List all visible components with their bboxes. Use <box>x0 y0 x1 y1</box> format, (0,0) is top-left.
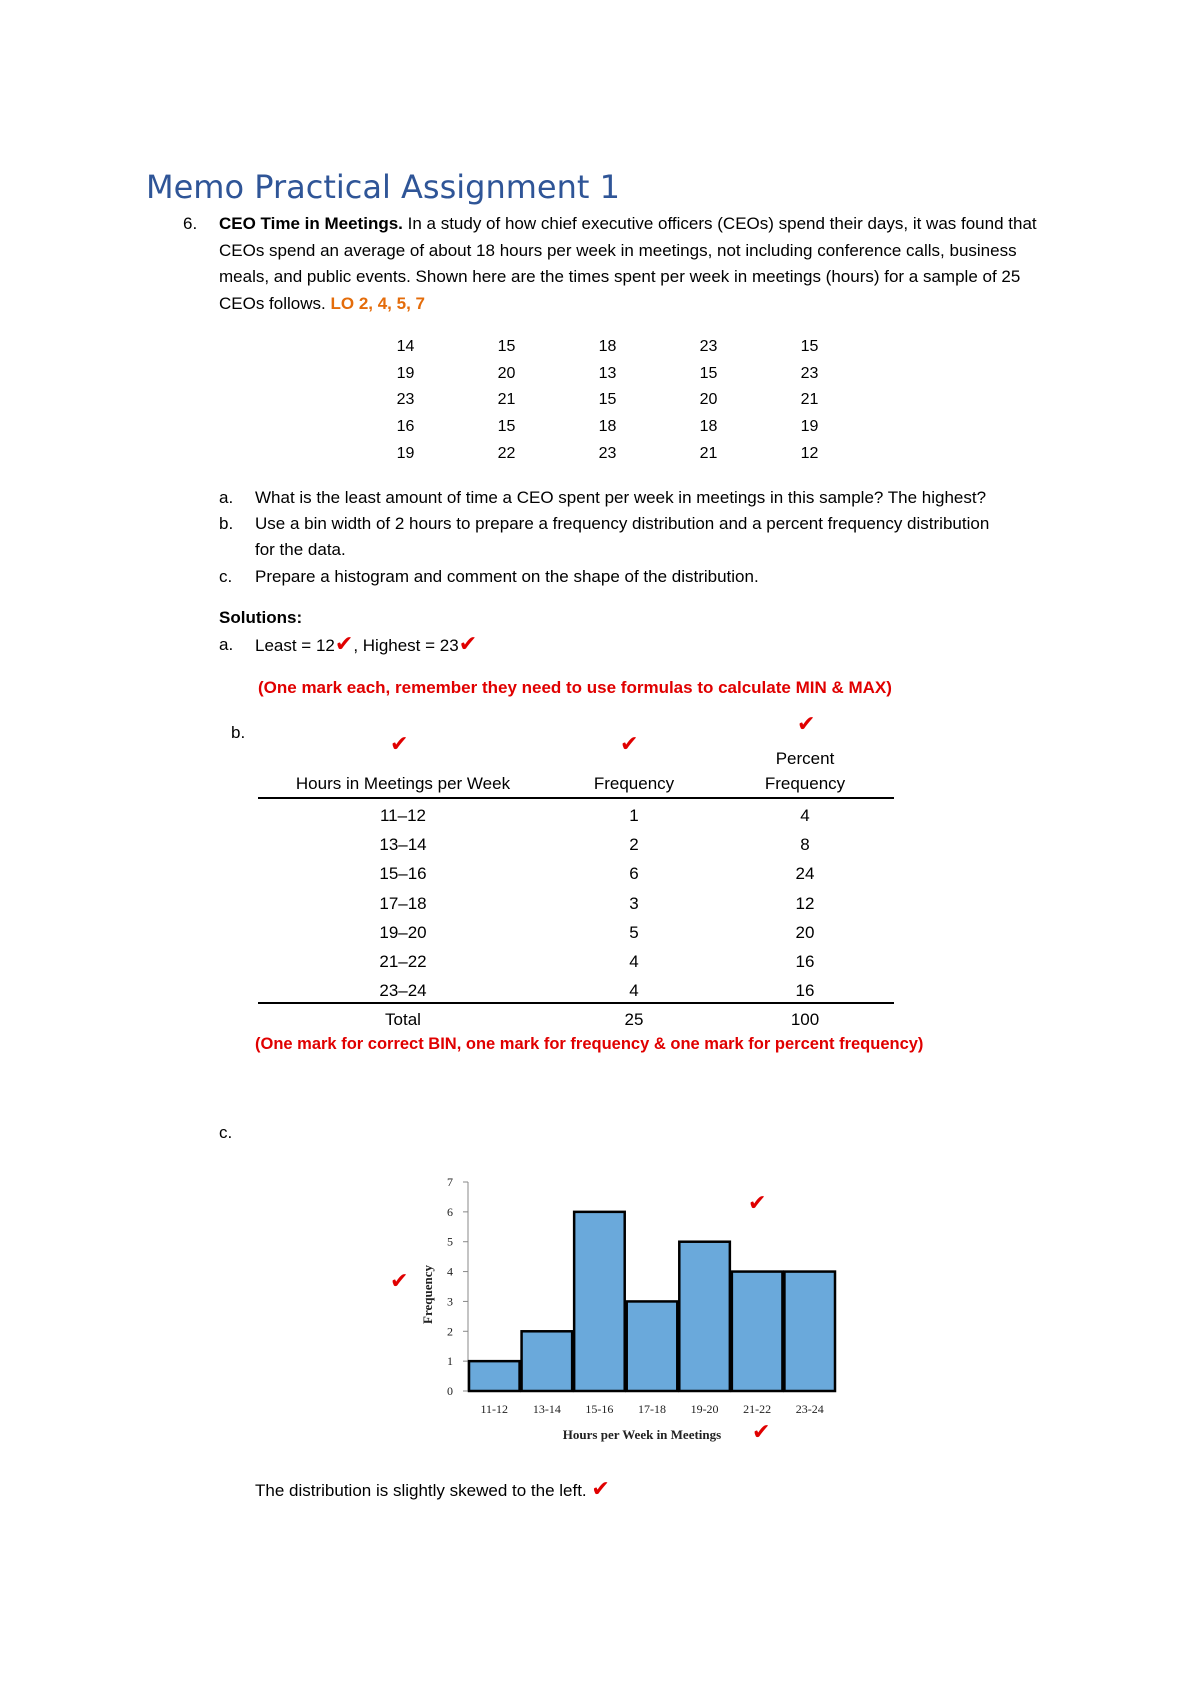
freq-hours-cell: 13–14 <box>379 835 427 855</box>
solution-a-highest: , Highest = 23 <box>353 636 459 655</box>
y-tick-label: 0 <box>447 1384 453 1398</box>
table-header-frequency: Frequency <box>593 774 675 793</box>
question-number: 6. <box>183 214 198 233</box>
freq-percent-cell: 12 <box>795 893 815 913</box>
part-b-label: b. <box>219 514 234 533</box>
checkmark-icon: ✔ <box>752 1419 771 1444</box>
freq-percent-cell: 8 <box>800 835 810 855</box>
x-tick-label: 21-22 <box>743 1402 772 1416</box>
x-tick-label: 15-16 <box>585 1402 614 1416</box>
part-c-text: Prepare a histogram and comment on the shape of the distribution. <box>255 567 759 586</box>
y-tick-label: 4 <box>447 1264 453 1279</box>
learning-outcomes: LO 2, 4, 5, 7 <box>330 293 425 313</box>
solutions-heading: Solutions: <box>219 608 303 627</box>
freq-percent-cell: 16 <box>795 981 815 1001</box>
checkmark-icon: ✔ <box>458 631 478 656</box>
freq-hours-cell: 23–24 <box>379 981 427 1001</box>
part-b-text: Use a bin width of 2 hours to prepare a frequency distribution and a percent frequency distribution for the data. <box>255 514 990 559</box>
freq-frequency-cell: 1 <box>629 806 639 825</box>
histogram-bar <box>732 1272 783 1391</box>
sample-cell: 19 <box>396 444 415 462</box>
sample-cell: 16 <box>396 418 415 436</box>
histogram-bar <box>784 1272 835 1391</box>
sample-cell: 21 <box>699 444 718 462</box>
sample-data-table <box>355 334 860 467</box>
table-header-hours: Hours in Meetings per Week <box>295 774 511 793</box>
checkmark-icon: ✔ <box>390 1268 409 1293</box>
freq-percent-cell: 4 <box>800 806 810 825</box>
sample-row <box>355 387 860 414</box>
y-tick-label: 2 <box>447 1324 453 1339</box>
histogram-bar <box>522 1331 573 1391</box>
question-body: In a study of how chief executive officers (CEOs) spend their days, it was found that CEOs spend an average of about 18 hours per week in meetings, not including conference calls, business meals, and public events. Shown here are the times spent per week in meetings (hours) for a sample of 25 CEOs follows. <box>219 214 1037 313</box>
table-total-percent: 100 <box>790 1010 820 1029</box>
part-c-label: c. <box>219 567 233 586</box>
sample-cell: 22 <box>497 444 516 462</box>
part-c <box>219 564 1069 590</box>
sample-row <box>355 440 860 467</box>
sample-cell: 15 <box>497 418 516 436</box>
sample-cell: 12 <box>800 444 819 462</box>
freq-frequency-cell: 4 <box>629 981 639 1001</box>
table-header-percent-frequency: Frequency <box>764 774 846 793</box>
freq-hours-cell: 21–22 <box>379 952 427 971</box>
part-a-label: a. <box>219 488 234 507</box>
sample-cell: 21 <box>497 391 516 409</box>
checkmark-icon: ✔ <box>620 731 639 756</box>
sample-cell: 15 <box>598 391 617 409</box>
x-tick-label: 11-12 <box>480 1402 509 1416</box>
freq-frequency-cell: 4 <box>629 952 639 971</box>
sample-cell: 20 <box>699 391 718 409</box>
table-header-percent: Percent <box>775 749 835 768</box>
sample-row <box>355 414 860 441</box>
solution-b-label: b. <box>231 723 246 742</box>
part-b <box>219 511 999 563</box>
checkmark-icon: ✔ <box>591 1476 610 1501</box>
table-header-rule <box>258 797 894 799</box>
sample-row <box>355 334 860 361</box>
table-total-frequency: 25 <box>624 1010 644 1029</box>
table-total-rule <box>258 1002 894 1004</box>
sample-row <box>355 361 860 388</box>
y-tick-label: 6 <box>447 1204 453 1219</box>
histogram-chart <box>400 1160 860 1450</box>
solution-a <box>255 633 477 656</box>
freq-frequency-cell: 2 <box>629 835 639 855</box>
conclusion-text: The distribution is slightly skewed to the left. <box>255 1481 587 1500</box>
freq-hours-cell: 17–18 <box>379 893 427 913</box>
question-heading: CEO Time in Meetings. <box>219 214 403 233</box>
freq-percent-cell: 16 <box>795 952 815 971</box>
x-tick-label: 13-14 <box>532 1402 561 1416</box>
part-a-text: What is the least amount of time a CEO spent per week in meetings in this sample? The highest? <box>255 488 987 507</box>
checkmark-icon: ✔ <box>334 631 354 656</box>
histogram-bar <box>469 1361 520 1391</box>
sample-cell: 19 <box>800 418 819 436</box>
y-axis-label: Frequency <box>420 1265 435 1324</box>
checkmark-icon: ✔ <box>748 1190 767 1215</box>
x-tick-label: 17-18 <box>638 1402 666 1416</box>
sample-cell: 18 <box>598 418 617 436</box>
freq-hours-cell: 11–12 <box>379 806 426 825</box>
checkmark-icon: ✔ <box>390 731 409 756</box>
sample-cell: 13 <box>598 364 617 382</box>
sample-cell: 23 <box>396 391 415 409</box>
freq-hours-cell: 15–16 <box>379 864 427 884</box>
sample-cell: 23 <box>699 338 718 356</box>
x-tick-label: 23-24 <box>795 1402 824 1416</box>
part-a <box>219 485 1069 511</box>
x-tick-label: 19-20 <box>690 1402 719 1416</box>
sample-cell: 14 <box>396 338 415 356</box>
sample-cell: 15 <box>800 338 819 356</box>
table-total-label: Total <box>385 1010 421 1029</box>
solution-a-least: Least = 12 <box>255 636 335 655</box>
sample-cell: 18 <box>598 338 617 356</box>
y-tick-label: 5 <box>447 1234 453 1249</box>
sample-cell: 23 <box>598 444 617 462</box>
freq-hours-cell: 19–20 <box>379 922 427 942</box>
freq-percent-cell: 24 <box>795 864 815 884</box>
y-tick-label: 7 <box>447 1175 453 1189</box>
histogram-bar <box>627 1301 678 1391</box>
x-axis-label: Hours per Week in Meetings <box>562 1427 722 1442</box>
sample-cell: 19 <box>396 364 415 382</box>
solution-a-note: (One mark each, remember they need to use formulas to calculate MIN & MAX) <box>258 678 892 697</box>
solution-c-label: c. <box>219 1123 233 1142</box>
y-tick-label: 1 <box>447 1354 453 1369</box>
conclusion <box>255 1478 610 1501</box>
freq-percent-cell: 20 <box>795 922 815 942</box>
y-tick-label: 3 <box>447 1294 453 1309</box>
histogram-bar <box>679 1242 730 1391</box>
sample-cell: 18 <box>699 418 718 436</box>
freq-frequency-cell: 3 <box>629 893 639 913</box>
sample-cell: 23 <box>800 364 819 382</box>
solution-a-label: a. <box>219 635 234 654</box>
sample-cell: 15 <box>497 338 516 356</box>
sample-cell: 20 <box>497 364 516 382</box>
freq-frequency-cell: 6 <box>629 864 639 884</box>
sample-cell: 15 <box>699 364 718 382</box>
frequency-table-note: (One mark for correct BIN, one mark for frequency & one mark for percent frequency) <box>255 1035 924 1053</box>
page-title: Memo Practical Assignment 1 <box>146 168 620 206</box>
question-text <box>219 211 1069 317</box>
freq-frequency-cell: 5 <box>629 922 639 942</box>
histogram-bar <box>574 1212 625 1391</box>
sample-cell: 21 <box>800 391 819 409</box>
checkmark-icon: ✔ <box>797 711 816 736</box>
